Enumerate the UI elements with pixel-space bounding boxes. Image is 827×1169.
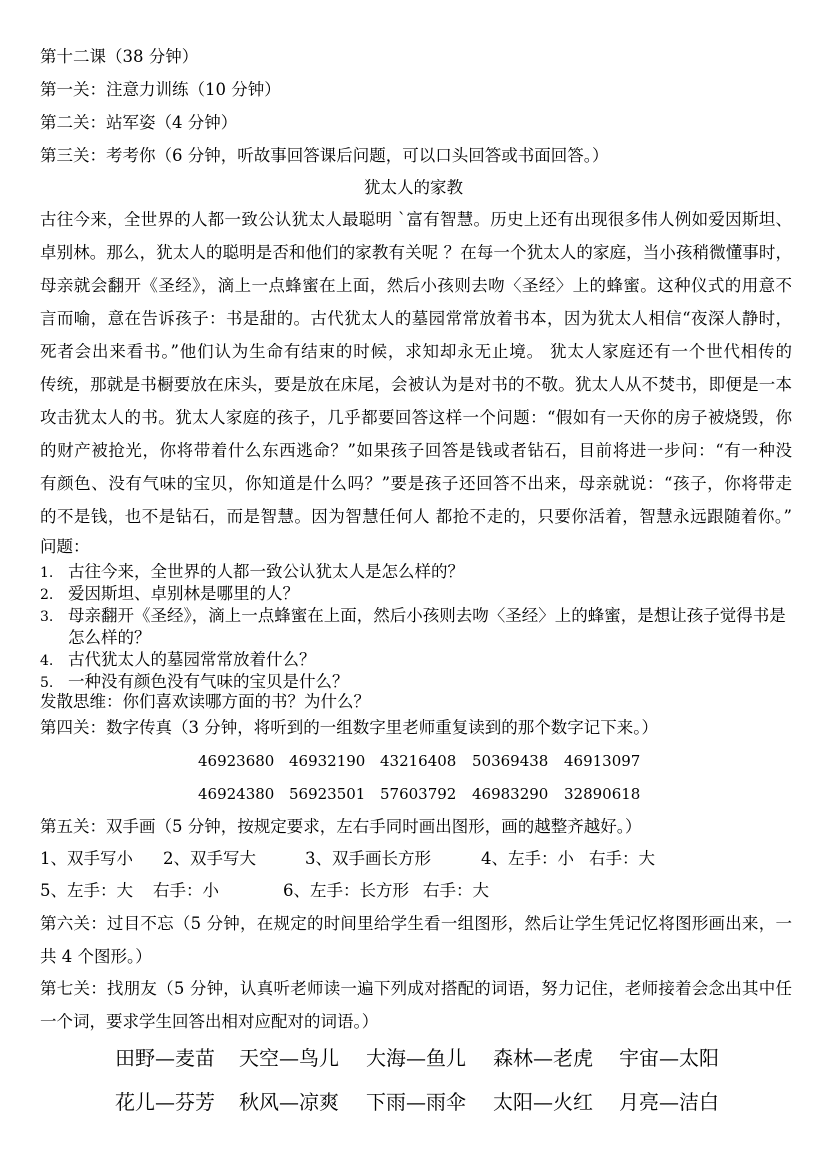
level7-line: 一个词，要求学生回答出相对应配对的词语。） xyxy=(40,1012,379,1031)
level3-heading: 第三关：考考你（6 分钟，听故事回答课后问题，可以口头回答或书面回答。） xyxy=(40,146,609,165)
question-number: 2. xyxy=(40,587,54,603)
word-pair: 下雨—雨伞 xyxy=(366,1090,466,1114)
word-pair: 森林—老虎 xyxy=(493,1046,593,1070)
drawing-task: 6、左手：长方形 xyxy=(283,881,409,900)
number-item: 32890618 xyxy=(564,785,641,803)
question-number: 1. xyxy=(40,565,54,581)
number-item: 43216408 xyxy=(380,752,457,770)
story-line: 的财产被抢光，你将带着什么东西逃命？”如果孩子回答是钱或者钻石，目前将进一步问：“有一种没 xyxy=(40,441,792,460)
level7-line: 第七关：找朋友（5 分钟，认真听老师读一遍下列成对搭配的词语，努力记住，老师接着会念出其中任 xyxy=(40,979,792,998)
word-pair: 大海—鱼儿 xyxy=(366,1046,466,1070)
word-pair: 花儿—芬芳 xyxy=(115,1090,215,1114)
story-title: 犹太人的家教 xyxy=(364,178,463,197)
story-line: 攻击犹太人的书。犹太人家庭的孩子，几乎都要回答这样一个问题：“假如有一天你的房子被烧毁，你 xyxy=(40,408,792,427)
level6-line: 共 4 个图形。） xyxy=(40,947,152,966)
story-line: 的不是钱，也不是钻石，而是智慧。因为智慧任何人 都抢不走的，只要你活着，智慧永远跟随着你。” xyxy=(40,507,792,526)
story-line: 传统，那就是书橱要放在床头，要是放在床尾，会被认为是对书的不敬。犹太人从不焚书，即便是一本 xyxy=(40,375,792,394)
drawing-task: 右手：大 xyxy=(589,849,655,868)
drawing-task: 3、双手画长方形 xyxy=(305,849,431,868)
number-item: 56923501 xyxy=(289,785,366,803)
question-text-continued: 怎么样的？ xyxy=(68,628,151,647)
question-number: 4. xyxy=(40,653,54,669)
question-text: 古往今来，全世界的人都一致公认犹太人是怎么样的？ xyxy=(68,562,464,581)
number-item: 50369438 xyxy=(472,752,549,770)
drawing-task: 右手：大 xyxy=(423,881,489,900)
story-line: 母亲就会翻开《圣经》，滴上一点蜂蜜在上面，然后小孩则去吻〈圣经〉上的蜂蜜。这种仪式的用意不 xyxy=(40,276,792,295)
level5-heading: 第五关：双手画（5 分钟，按规定要求，左右手同时画出图形，画的越整齐越好。） xyxy=(40,817,642,836)
question-text: 母亲翻开《圣经》，滴上一点蜂蜜在上面，然后小孩则去吻〈圣经〉上的蜂蜜，是想让孩子觉得书是 xyxy=(68,606,786,625)
number-item: 46983290 xyxy=(472,785,549,803)
divergent-thinking: 发散思维：你们喜欢读哪方面的书？为什么？ xyxy=(40,692,370,711)
level1-heading: 第一关：注意力训练（10 分钟） xyxy=(40,80,281,99)
drawing-task: 2、双手写大 xyxy=(163,849,256,868)
story-line: 死者会出来看书。”他们认为生命有结束的时候，求知却永无止境。 犹太人家庭还有一个世代相传的 xyxy=(40,342,792,361)
story-line: 古往今来，全世界的人都一致公认犹太人最聪明 `富有智慧。历史上还有出现很多伟人例如爱因斯坦、 xyxy=(40,210,792,229)
drawing-task: 4、左手：小 xyxy=(481,849,574,868)
level4-heading: 第四关：数字传真（3 分钟，将听到的一组数字里老师重复读到的那个数字记下来。） xyxy=(40,718,658,737)
story-line: 言而喻，意在告诉孩子：书是甜的。古代犹太人的墓园常常放着书本，因为犹太人相信“夜深人静时， xyxy=(40,309,792,328)
number-item: 46923680 xyxy=(198,752,275,770)
word-pair: 天空—鸟儿 xyxy=(239,1046,339,1070)
questions-label: 问题： xyxy=(40,537,90,556)
story-line: 有颜色、没有气味的宝贝，你知道是什么吗？”要是孩子还回答不出来，母亲就说：“孩子，你将带走 xyxy=(40,474,792,493)
question-text: 古代犹太人的墓园常常放着什么？ xyxy=(68,650,316,669)
story-line: 卓别林。那么，犹太人的聪明是否和他们的家教有关呢 ？在每一个犹太人的家庭，当小孩稍微懂事时， xyxy=(40,243,792,262)
level2-heading: 第二关：站军姿（4 分钟） xyxy=(40,113,238,132)
question-number: 5. xyxy=(40,675,54,691)
word-pair: 秋风—凉爽 xyxy=(239,1090,339,1114)
drawing-task: 1、双手写小 xyxy=(40,849,133,868)
lesson-title: 第十二课（38 分钟） xyxy=(40,47,199,66)
number-item: 46924380 xyxy=(198,785,275,803)
word-pair: 太阳—火红 xyxy=(493,1090,593,1114)
question-number: 3. xyxy=(40,609,54,625)
question-text: 一种没有颜色没有气味的宝贝是什么？ xyxy=(68,672,349,691)
number-item: 46913097 xyxy=(564,752,641,770)
level6-line: 第六关：过目不忘（5 分钟，在规定的时间里给学生看一组图形，然后让学生凭记忆将图形画出来，一 xyxy=(40,914,792,933)
number-item: 57603792 xyxy=(380,785,457,803)
drawing-task: 5、左手：大 xyxy=(40,881,133,900)
word-pair: 田野—麦苗 xyxy=(115,1046,215,1070)
drawing-task: 右手：小 xyxy=(153,881,219,900)
word-pair: 宇宙—太阳 xyxy=(619,1046,719,1070)
number-item: 46932190 xyxy=(289,752,366,770)
word-pair: 月亮—洁白 xyxy=(619,1090,719,1114)
question-text: 爱因斯坦、卓别林是哪里的人？ xyxy=(68,584,299,603)
